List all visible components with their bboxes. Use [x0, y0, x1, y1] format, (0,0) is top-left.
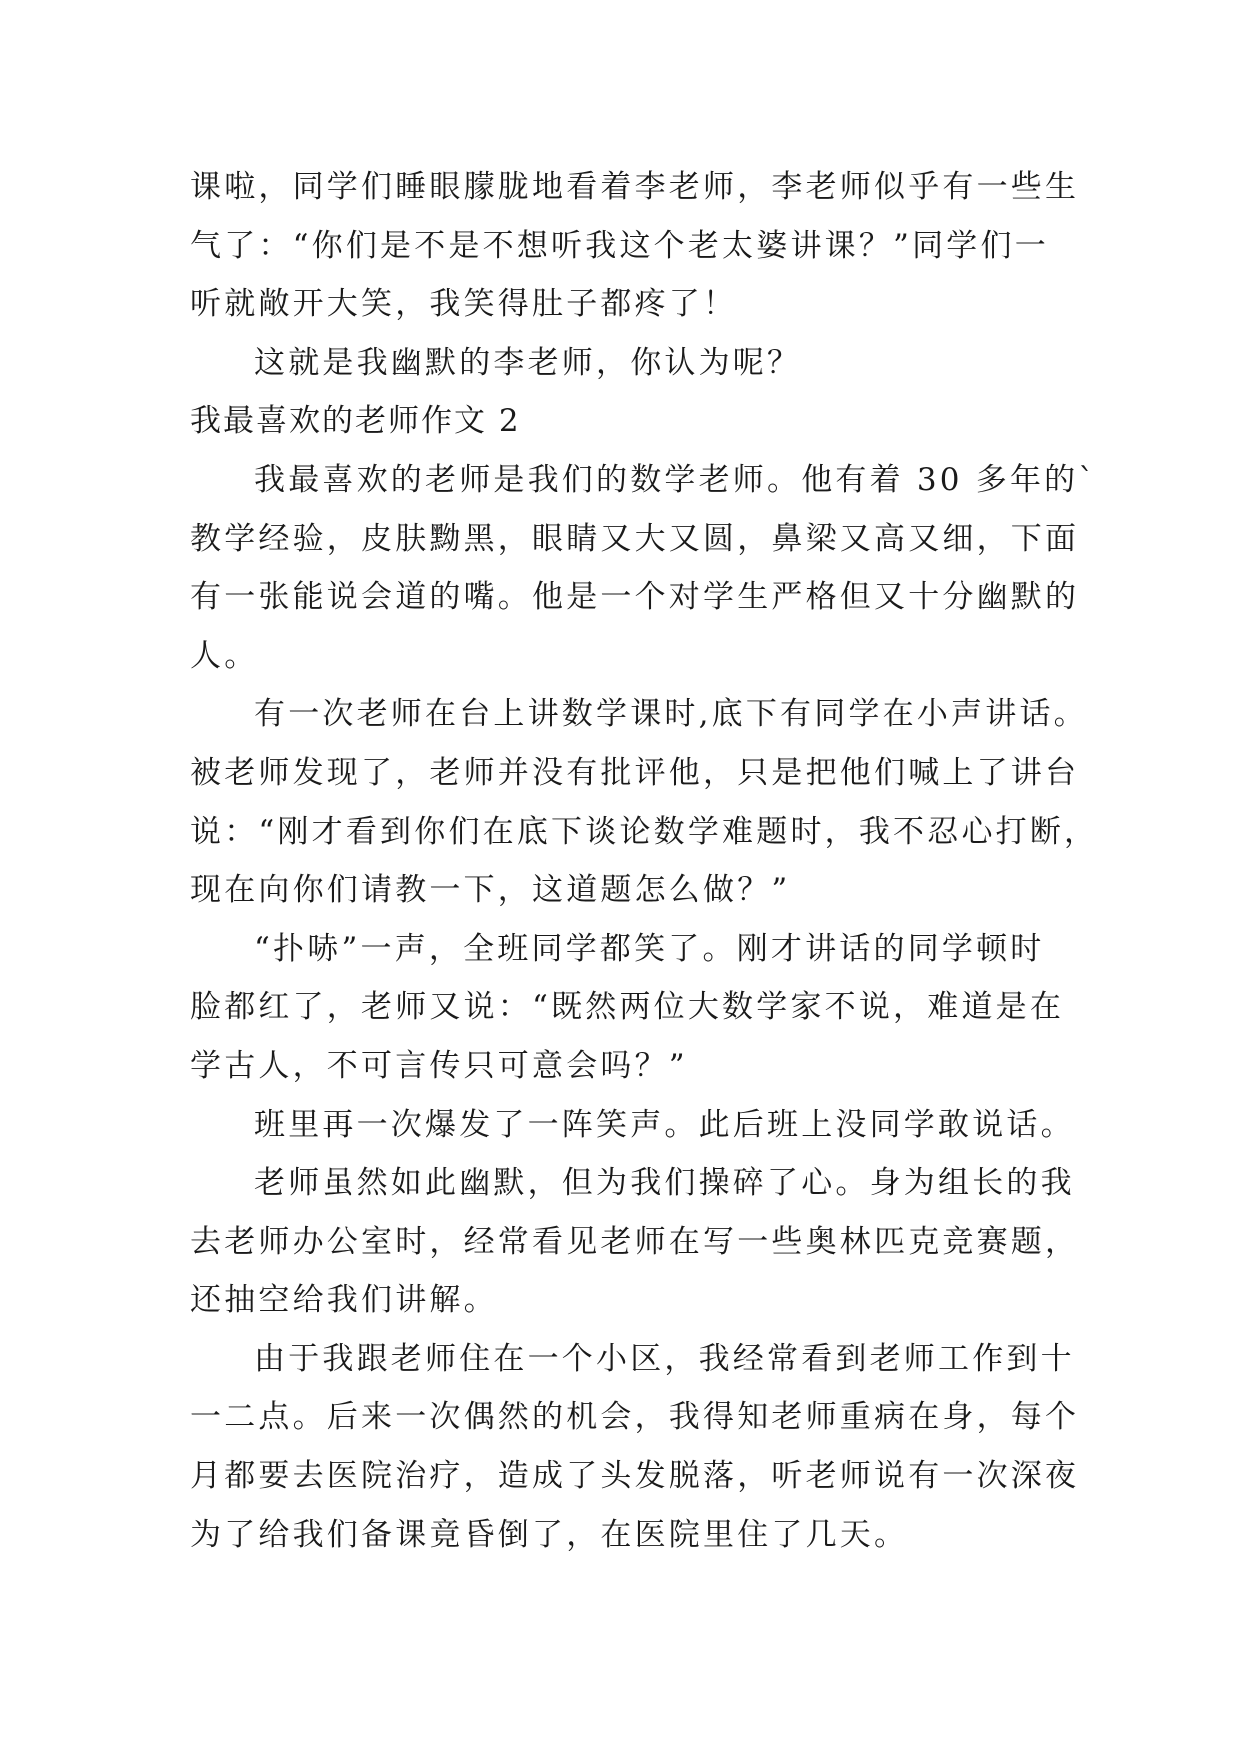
text-line: 我最喜欢的老师是我们的数学老师。他有着 30 多年的` [254, 461, 1098, 498]
text-line: 这就是我幽默的李老师，你认为呢？ [254, 344, 802, 381]
text-line: 学古人，不可言传只可意会吗？” [190, 1047, 688, 1084]
text-line: 教学经验，皮肤黝黑，眼睛又大又圆，鼻梁又高又细，下面 [190, 520, 1080, 557]
text-line: 说：“刚才看到你们在底下谈论数学难题时，我不忍心打断， [190, 813, 1099, 850]
text-line: 为了给我们备课竟昏倒了，在医院里住了几天。 [190, 1516, 909, 1553]
text-line: 月都要去医院治疗，造成了头发脱落，听老师说有一次深夜 [190, 1458, 1080, 1495]
text-line: 脸都红了，老师又说：“既然两位大数学家不说，难道是在 [190, 989, 1065, 1026]
text-line: 有一张能说会道的嘴。他是一个对学生严格但又十分幽默的 [190, 579, 1080, 616]
text-line: 气了：“你们是不是不想听我这个老太婆讲课？”同学们一 [190, 227, 1049, 264]
text-line: 听就敞开大笑，我笑得肚子都疼了！ [190, 286, 738, 323]
text-line: 有一次老师在台上讲数学课时,底下有同学在小声讲话。 [254, 696, 1088, 733]
text-line: 课啦，同学们睡眼朦胧地看着李老师，李老师似乎有一些生 [190, 169, 1080, 205]
text-line: 人。 [190, 637, 259, 674]
text-line: 还抽空给我们讲解。 [190, 1282, 498, 1319]
text-line: 去老师办公室时，经常看见老师在写一些奥林匹克竞赛题， [190, 1223, 1080, 1260]
section-heading: 我最喜欢的老师作文 2 [190, 403, 521, 440]
text-line: 一二点。后来一次偶然的机会，我得知老师重病在身，每个 [190, 1399, 1080, 1436]
text-line: 老师虽然如此幽默，但为我们操碎了心。身为组长的我 [254, 1165, 1075, 1202]
text-line: 被老师发现了，老师并没有批评他，只是把他们喊上了讲台 [190, 754, 1080, 791]
text-line: 班里再一次爆发了一阵笑声。此后班上没同学敢说话。 [254, 1106, 1075, 1143]
document-body [190, 158, 1099, 1564]
text-line: 现在向你们请教一下，这道题怎么做？” [190, 872, 791, 909]
text-line: “扑哧”一声，全班同学都笑了。刚才讲话的同学顿时 [254, 930, 1045, 967]
text-line: 由于我跟老师住在一个小区，我经常看到老师工作到十 [254, 1340, 1075, 1377]
